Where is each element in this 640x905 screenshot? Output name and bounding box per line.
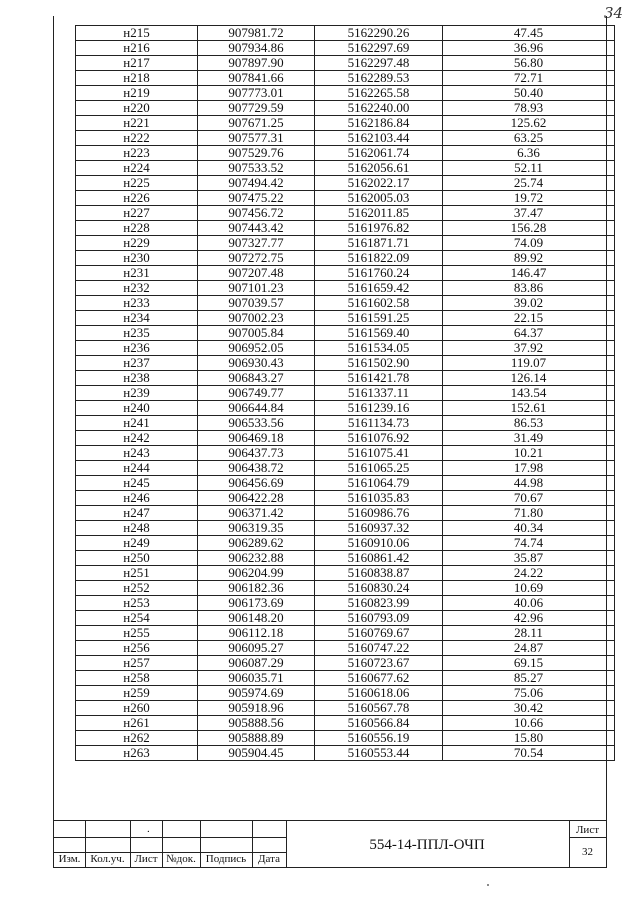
y-coordinate-cell: 5162103.44 <box>315 131 443 146</box>
table-row <box>76 506 615 521</box>
distance-cell: 22.15 <box>443 311 615 326</box>
y-coordinate-cell: 5161822.09 <box>315 251 443 266</box>
x-coordinate-cell: 906319.35 <box>198 521 315 536</box>
table-row <box>76 416 615 431</box>
point-id-cell: н248 <box>76 521 198 536</box>
y-coordinate-cell: 5160937.32 <box>315 521 443 536</box>
x-coordinate-cell: 906469.18 <box>198 431 315 446</box>
point-id-cell: н240 <box>76 401 198 416</box>
x-coordinate-cell: 907729.59 <box>198 101 315 116</box>
table-row <box>76 671 615 686</box>
distance-cell: 89.92 <box>443 251 615 266</box>
distance-cell: 24.87 <box>443 641 615 656</box>
point-id-cell: н244 <box>76 461 198 476</box>
x-coordinate-cell: 907897.90 <box>198 56 315 71</box>
label-ndok: №док. <box>166 853 196 865</box>
y-coordinate-cell: 5160723.67 <box>315 656 443 671</box>
y-coordinate-cell: 5161076.92 <box>315 431 443 446</box>
table-row <box>76 236 615 251</box>
point-id-cell: н216 <box>76 41 198 56</box>
x-coordinate-cell: 905974.69 <box>198 686 315 701</box>
point-id-cell: н225 <box>76 176 198 191</box>
point-id-cell: н252 <box>76 581 198 596</box>
distance-cell: 19.72 <box>443 191 615 206</box>
sheet-number: 32 <box>582 846 593 858</box>
point-id-cell: н239 <box>76 386 198 401</box>
table-row <box>76 191 615 206</box>
table-row <box>76 746 615 761</box>
point-id-cell: н262 <box>76 731 198 746</box>
x-coordinate-cell: 906930.43 <box>198 356 315 371</box>
distance-cell: 125.62 <box>443 116 615 131</box>
distance-cell: 69.15 <box>443 656 615 671</box>
point-id-cell: н230 <box>76 251 198 266</box>
x-coordinate-cell: 907475.22 <box>198 191 315 206</box>
distance-cell: 35.87 <box>443 551 615 566</box>
point-id-cell: н232 <box>76 281 198 296</box>
y-coordinate-cell: 5161134.73 <box>315 416 443 431</box>
point-id-cell: н222 <box>76 131 198 146</box>
distance-cell: 70.54 <box>443 746 615 761</box>
x-coordinate-cell: 906644.84 <box>198 401 315 416</box>
scan-speck <box>487 884 489 886</box>
y-coordinate-cell: 5161569.40 <box>315 326 443 341</box>
distance-cell: 71.80 <box>443 506 615 521</box>
sheet-label: Лист <box>575 824 600 836</box>
distance-cell: 50.40 <box>443 86 615 101</box>
point-id-cell: н234 <box>76 311 198 326</box>
point-id-cell: н260 <box>76 701 198 716</box>
table-row <box>76 26 615 41</box>
point-id-cell: н261 <box>76 716 198 731</box>
y-coordinate-cell: 5161421.78 <box>315 371 443 386</box>
point-id-cell: н228 <box>76 221 198 236</box>
y-coordinate-cell: 5161035.83 <box>315 491 443 506</box>
table-row <box>76 161 615 176</box>
distance-cell: 75.06 <box>443 686 615 701</box>
x-coordinate-cell: 907529.76 <box>198 146 315 161</box>
point-id-cell: н219 <box>76 86 198 101</box>
y-coordinate-cell: 5160769.67 <box>315 626 443 641</box>
x-coordinate-cell: 906437.73 <box>198 446 315 461</box>
point-id-cell: н217 <box>76 56 198 71</box>
label-list: Лист <box>134 853 158 865</box>
distance-cell: 40.06 <box>443 596 615 611</box>
x-coordinate-cell: 907773.01 <box>198 86 315 101</box>
point-id-cell: н237 <box>76 356 198 371</box>
x-coordinate-cell: 906035.71 <box>198 671 315 686</box>
y-coordinate-cell: 5160838.87 <box>315 566 443 581</box>
distance-cell: 6.36 <box>443 146 615 161</box>
table-row <box>76 326 615 341</box>
y-coordinate-cell: 5160793.09 <box>315 611 443 626</box>
table-row <box>76 56 615 71</box>
table-row <box>76 251 615 266</box>
table-row <box>76 491 615 506</box>
table-row <box>76 356 615 371</box>
distance-cell: 47.45 <box>443 26 615 41</box>
table-row <box>76 311 615 326</box>
y-coordinate-cell: 5160910.06 <box>315 536 443 551</box>
y-coordinate-cell: 5162056.61 <box>315 161 443 176</box>
table-row <box>76 461 615 476</box>
distance-cell: 40.34 <box>443 521 615 536</box>
x-coordinate-cell: 905888.89 <box>198 731 315 746</box>
table-row <box>76 146 615 161</box>
y-coordinate-cell: 5162011.85 <box>315 206 443 221</box>
title-block-mark: . <box>147 823 150 835</box>
distance-cell: 52.11 <box>443 161 615 176</box>
y-coordinate-cell: 5162061.74 <box>315 146 443 161</box>
title-block <box>54 820 606 867</box>
x-coordinate-cell: 906371.42 <box>198 506 315 521</box>
distance-cell: 146.47 <box>443 266 615 281</box>
y-coordinate-cell: 5160823.99 <box>315 596 443 611</box>
distance-cell: 143.54 <box>443 386 615 401</box>
y-coordinate-cell: 5161239.16 <box>315 401 443 416</box>
table-row <box>76 536 615 551</box>
label-izm: Изм. <box>58 853 81 865</box>
x-coordinate-cell: 907039.57 <box>198 296 315 311</box>
table-row <box>76 176 615 191</box>
point-id-cell: н215 <box>76 26 198 41</box>
table-row <box>76 41 615 56</box>
point-id-cell: н259 <box>76 686 198 701</box>
x-coordinate-cell: 907841.66 <box>198 71 315 86</box>
point-id-cell: н218 <box>76 71 198 86</box>
y-coordinate-cell: 5161065.25 <box>315 461 443 476</box>
distance-cell: 152.61 <box>443 401 615 416</box>
point-id-cell: н235 <box>76 326 198 341</box>
x-coordinate-cell: 906204.99 <box>198 566 315 581</box>
distance-cell: 10.66 <box>443 716 615 731</box>
x-coordinate-cell: 907101.23 <box>198 281 315 296</box>
table-row <box>76 86 615 101</box>
point-id-cell: н238 <box>76 371 198 386</box>
point-id-cell: н223 <box>76 146 198 161</box>
distance-cell: 28.11 <box>443 626 615 641</box>
y-coordinate-cell: 5160861.42 <box>315 551 443 566</box>
x-coordinate-cell: 906952.05 <box>198 341 315 356</box>
point-id-cell: н221 <box>76 116 198 131</box>
label-podpis: Подпись <box>205 853 247 865</box>
x-coordinate-cell: 907005.84 <box>198 326 315 341</box>
x-coordinate-cell: 906148.20 <box>198 611 315 626</box>
x-coordinate-cell: 906232.88 <box>198 551 315 566</box>
distance-cell: 83.86 <box>443 281 615 296</box>
table-row <box>76 371 615 386</box>
y-coordinate-cell: 5161075.41 <box>315 446 443 461</box>
table-row <box>76 731 615 746</box>
x-coordinate-cell: 906749.77 <box>198 386 315 401</box>
x-coordinate-cell: 906112.18 <box>198 626 315 641</box>
x-coordinate-cell: 906173.69 <box>198 596 315 611</box>
x-coordinate-cell: 906533.56 <box>198 416 315 431</box>
table-row <box>76 716 615 731</box>
table-row <box>76 446 615 461</box>
y-coordinate-cell: 5162240.00 <box>315 101 443 116</box>
table-row <box>76 626 615 641</box>
point-id-cell: н227 <box>76 206 198 221</box>
table-row <box>76 431 615 446</box>
point-id-cell: н246 <box>76 491 198 506</box>
y-coordinate-cell: 5160830.24 <box>315 581 443 596</box>
table-row <box>76 206 615 221</box>
distance-cell: 63.25 <box>443 131 615 146</box>
point-id-cell: н231 <box>76 266 198 281</box>
y-coordinate-cell: 5160747.22 <box>315 641 443 656</box>
distance-cell: 78.93 <box>443 101 615 116</box>
point-id-cell: н255 <box>76 626 198 641</box>
y-coordinate-cell: 5161976.82 <box>315 221 443 236</box>
y-coordinate-cell: 5162297.48 <box>315 56 443 71</box>
point-id-cell: н226 <box>76 191 198 206</box>
y-coordinate-cell: 5160618.06 <box>315 686 443 701</box>
table-row <box>76 656 615 671</box>
y-coordinate-cell: 5160567.78 <box>315 701 443 716</box>
y-coordinate-cell: 5161760.24 <box>315 266 443 281</box>
y-coordinate-cell: 5160553.44 <box>315 746 443 761</box>
point-id-cell: н233 <box>76 296 198 311</box>
table-row <box>76 296 615 311</box>
distance-cell: 24.22 <box>443 566 615 581</box>
x-coordinate-cell: 907981.72 <box>198 26 315 41</box>
point-id-cell: н249 <box>76 536 198 551</box>
x-coordinate-cell: 906182.36 <box>198 581 315 596</box>
table-row <box>76 281 615 296</box>
y-coordinate-cell: 5160566.84 <box>315 716 443 731</box>
distance-cell: 44.98 <box>443 476 615 491</box>
table-row <box>76 566 615 581</box>
point-id-cell: н236 <box>76 341 198 356</box>
point-id-cell: н245 <box>76 476 198 491</box>
table-row <box>76 131 615 146</box>
y-coordinate-cell: 5160677.62 <box>315 671 443 686</box>
distance-cell: 10.69 <box>443 581 615 596</box>
y-coordinate-cell: 5161534.05 <box>315 341 443 356</box>
distance-cell: 156.28 <box>443 221 615 236</box>
y-coordinate-cell: 5162265.58 <box>315 86 443 101</box>
table-row <box>76 701 615 716</box>
distance-cell: 31.49 <box>443 431 615 446</box>
x-coordinate-cell: 905904.45 <box>198 746 315 761</box>
table-row <box>76 686 615 701</box>
y-coordinate-cell: 5161602.58 <box>315 296 443 311</box>
distance-cell: 64.37 <box>443 326 615 341</box>
point-id-cell: н229 <box>76 236 198 251</box>
distance-cell: 37.92 <box>443 341 615 356</box>
point-id-cell: н258 <box>76 671 198 686</box>
table-row <box>76 551 615 566</box>
y-coordinate-cell: 5161659.42 <box>315 281 443 296</box>
point-id-cell: н254 <box>76 611 198 626</box>
point-id-cell: н251 <box>76 566 198 581</box>
table-row <box>76 386 615 401</box>
distance-cell: 126.14 <box>443 371 615 386</box>
x-coordinate-cell: 907207.48 <box>198 266 315 281</box>
x-coordinate-cell: 906456.69 <box>198 476 315 491</box>
x-coordinate-cell: 906289.62 <box>198 536 315 551</box>
x-coordinate-cell: 907533.52 <box>198 161 315 176</box>
y-coordinate-cell: 5161064.79 <box>315 476 443 491</box>
table-row <box>76 611 615 626</box>
distance-cell: 42.96 <box>443 611 615 626</box>
table-row <box>76 116 615 131</box>
table-row <box>76 101 615 116</box>
handwritten-page-number: 34 <box>604 4 624 22</box>
x-coordinate-cell: 907577.31 <box>198 131 315 146</box>
distance-cell: 36.96 <box>443 41 615 56</box>
y-coordinate-cell: 5162290.26 <box>315 26 443 41</box>
y-coordinate-cell: 5161502.90 <box>315 356 443 371</box>
distance-cell: 37.47 <box>443 206 615 221</box>
point-id-cell: н253 <box>76 596 198 611</box>
x-coordinate-cell: 907494.42 <box>198 176 315 191</box>
document-designation: 554-14-ППЛ-ОЧП <box>369 837 485 853</box>
distance-cell: 119.07 <box>443 356 615 371</box>
point-id-cell: н263 <box>76 746 198 761</box>
y-coordinate-cell: 5162186.84 <box>315 116 443 131</box>
table-row <box>76 221 615 236</box>
table-row <box>76 476 615 491</box>
x-coordinate-cell: 906095.27 <box>198 641 315 656</box>
x-coordinate-cell: 905918.96 <box>198 701 315 716</box>
point-id-cell: н256 <box>76 641 198 656</box>
point-id-cell: н247 <box>76 506 198 521</box>
y-coordinate-cell: 5161591.25 <box>315 311 443 326</box>
distance-cell: 39.02 <box>443 296 615 311</box>
point-id-cell: н257 <box>76 656 198 671</box>
x-coordinate-cell: 906843.27 <box>198 371 315 386</box>
distance-cell: 85.27 <box>443 671 615 686</box>
x-coordinate-cell: 907443.42 <box>198 221 315 236</box>
table-row <box>76 641 615 656</box>
table-row <box>76 581 615 596</box>
distance-cell: 30.42 <box>443 701 615 716</box>
x-coordinate-cell: 907272.75 <box>198 251 315 266</box>
point-id-cell: н220 <box>76 101 198 116</box>
point-id-cell: н243 <box>76 446 198 461</box>
x-coordinate-cell: 907327.77 <box>198 236 315 251</box>
y-coordinate-cell: 5162289.53 <box>315 71 443 86</box>
distance-cell: 15.80 <box>443 731 615 746</box>
point-id-cell: н250 <box>76 551 198 566</box>
y-coordinate-cell: 5160986.76 <box>315 506 443 521</box>
distance-cell: 74.74 <box>443 536 615 551</box>
distance-cell: 86.53 <box>443 416 615 431</box>
x-coordinate-cell: 905888.56 <box>198 716 315 731</box>
distance-cell: 10.21 <box>443 446 615 461</box>
y-coordinate-cell: 5162022.17 <box>315 176 443 191</box>
distance-cell: 17.98 <box>443 461 615 476</box>
x-coordinate-cell: 907671.25 <box>198 116 315 131</box>
y-coordinate-cell: 5160556.19 <box>315 731 443 746</box>
coordinates-table <box>75 25 615 761</box>
y-coordinate-cell: 5162005.03 <box>315 191 443 206</box>
y-coordinate-cell: 5161871.71 <box>315 236 443 251</box>
x-coordinate-cell: 907002.23 <box>198 311 315 326</box>
distance-cell: 70.67 <box>443 491 615 506</box>
x-coordinate-cell: 906422.28 <box>198 491 315 506</box>
point-id-cell: н241 <box>76 416 198 431</box>
table-row <box>76 266 615 281</box>
point-id-cell: н242 <box>76 431 198 446</box>
distance-cell: 56.80 <box>443 56 615 71</box>
table-row <box>76 341 615 356</box>
table-row <box>76 521 615 536</box>
x-coordinate-cell: 906438.72 <box>198 461 315 476</box>
table-row <box>76 401 615 416</box>
table-row <box>76 71 615 86</box>
x-coordinate-cell: 906087.29 <box>198 656 315 671</box>
distance-cell: 72.71 <box>443 71 615 86</box>
distance-cell: 25.74 <box>443 176 615 191</box>
label-kol-uch: Кол.уч. <box>90 853 125 865</box>
distance-cell: 74.09 <box>443 236 615 251</box>
label-data: Дата <box>258 853 280 865</box>
x-coordinate-cell: 907456.72 <box>198 206 315 221</box>
x-coordinate-cell: 907934.86 <box>198 41 315 56</box>
point-id-cell: н224 <box>76 161 198 176</box>
y-coordinate-cell: 5162297.69 <box>315 41 443 56</box>
table-row <box>76 596 615 611</box>
y-coordinate-cell: 5161337.11 <box>315 386 443 401</box>
